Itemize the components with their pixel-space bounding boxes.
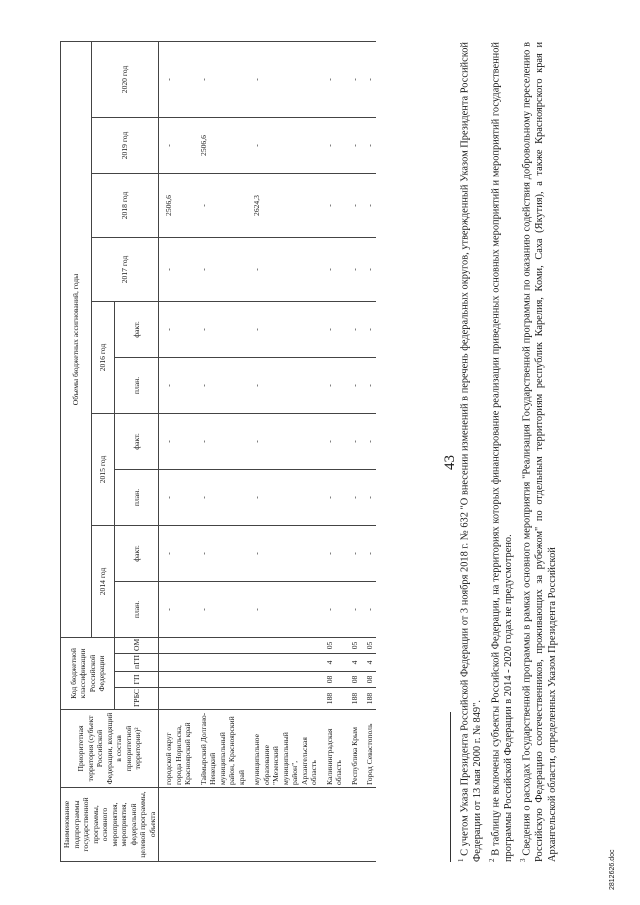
row-name-cell [360,788,376,862]
row-value-cell: - [345,358,361,414]
row-value-cell: - [320,174,345,238]
row-value-cell: - [345,238,361,302]
header-year-2014: 2014 год [92,526,115,638]
row-value-cell: - [194,41,248,117]
row-territory-cell: Город Севастополь [360,710,376,788]
table-row [194,41,248,861]
table-header [61,41,159,861]
row-value-cell: - [159,238,194,302]
header-territory: Приоритетная территория (субъект Российской Федерации, входящий в состав приоритетной территории)² [61,710,159,788]
row-value-cell: - [345,582,361,638]
row-code-cell [159,688,194,710]
row-value-cell: 2506,6 [194,118,248,174]
row-name-cell [159,788,194,862]
row-value-cell: - [360,302,376,358]
row-value-cell: - [159,414,194,470]
row-value-cell: - [360,238,376,302]
row-value-cell: - [320,118,345,174]
row-code-cell: 4 [345,654,361,672]
row-value-cell: - [159,118,194,174]
row-code-cell: 05 [345,638,361,654]
row-territory-cell: городской округ города Норильска, Красноярский край [159,710,194,788]
row-name-cell [320,788,345,862]
footnote-text: Сведения о расходах Государственной программы в рамках основного мероприятия "Реализация Государственной программы по оказанию содействия добровольному переселению в Российскую Федерацию соотечественников, проживающих за рубежом" по отдельным территориям республик Карелия, Коми, Саха (Якутия), а также Красноярского края и Архангельской области, определенных Указом Президента Российской [521,42,559,862]
row-value-cell: - [360,470,376,526]
footnote-item [517,42,560,862]
row-value-cell: - [247,414,320,470]
row-code-cell [159,638,194,654]
row-code-cell [194,672,248,688]
row-value-cell: - [194,470,248,526]
footnote-item [486,42,516,862]
footnotes [455,42,561,862]
row-code-cell [159,654,194,672]
row-value-cell: - [360,41,376,117]
row-code-cell [159,672,194,688]
table-body [159,41,376,861]
footnote-mark: 1 [457,858,465,862]
row-value-cell: - [194,358,248,414]
row-value-cell: - [159,582,194,638]
row-value-cell: - [194,582,248,638]
footnote-text: В таблицу не включены субъекты Российской Федерации, на территориях которых финансирование реализации приведенных основных мероприятий и мероприятий государственной программы Российской Федерации в 2014 - 2020 годах не предусмотрено. [490,42,515,862]
header-code-om: ОМ [115,638,159,654]
row-name-cell [247,788,320,862]
row-code-cell [194,688,248,710]
row-value-cell: - [247,302,320,358]
row-value-cell: - [247,582,320,638]
row-code-cell [194,638,248,654]
row-value-cell: - [194,238,248,302]
row-value-cell: - [194,174,248,238]
row-name-cell [345,788,361,862]
row-code-cell [247,638,320,654]
row-value-cell: - [159,302,194,358]
row-value-cell: - [360,582,376,638]
row-code-cell: 05 [360,638,376,654]
row-value-cell: - [345,118,361,174]
row-value-cell: - [345,302,361,358]
header-year-2019: 2019 год [92,118,159,174]
row-territory-cell: муниципальное образование "Мезенский муниципальный район", Архангельская область [247,710,320,788]
row-value-cell: - [247,358,320,414]
header-name: Наименование подпрограммы государственной программы, основного мероприятия, мероприятия, федеральной целевой программы, объекта [61,788,159,862]
row-value-cell: - [320,526,345,582]
footnote-mark: 2 [488,858,497,862]
row-value-cell: 2624,3 [247,174,320,238]
row-code-cell: 08 [360,672,376,688]
row-value-cell: - [345,174,361,238]
row-value-cell: - [194,302,248,358]
row-value-cell: - [159,41,194,117]
row-value-cell: - [247,118,320,174]
row-territory-cell: Таймырский Долгано-Ненецкий муниципальный район, Красноярский край [194,710,248,788]
header-volume: Объемы бюджетных ассигнований, годы [61,41,92,637]
row-value-cell: - [320,582,345,638]
header-code-grbs: ГРБС [115,688,159,710]
row-value-cell: - [159,358,194,414]
header-plan-2015: план. [115,470,159,526]
table-row [159,41,194,861]
row-code-cell [247,654,320,672]
header-plan-2016: план. [115,358,159,414]
header-fact-2015: факт. [115,414,159,470]
row-code-cell: 188 [345,688,361,710]
row-code-cell: 08 [320,672,345,688]
footnote-separator [450,712,451,862]
header-year-2017: 2017 год [92,238,159,302]
header-year-2018: 2018 год [92,174,159,238]
header-plan-2014: план. [115,582,159,638]
row-code-cell: 188 [360,688,376,710]
row-value-cell: - [345,526,361,582]
table-row [345,41,361,861]
row-code-cell [194,654,248,672]
header-code-pgp: пГП [115,654,159,672]
document-id: 2812626.doc [609,849,616,890]
table-row [247,41,320,861]
row-value-cell: - [320,358,345,414]
row-value-cell: - [360,414,376,470]
header-fact-2014: факт. [115,526,159,582]
header-year-2015: 2015 год [92,414,115,526]
row-value-cell: - [360,358,376,414]
row-value-cell: - [159,470,194,526]
row-code-cell: 188 [320,688,345,710]
row-code-cell: 4 [360,654,376,672]
row-name-cell [194,788,248,862]
row-code-cell [247,672,320,688]
row-value-cell: - [320,238,345,302]
row-value-cell: - [194,526,248,582]
header-codes: Код бюджетной классификации Российской Федерации [61,638,115,710]
row-territory-cell: Республика Крым [345,710,361,788]
row-territory-cell: Калининградская область [320,710,345,788]
row-value-cell: - [345,41,361,117]
row-value-cell: - [345,470,361,526]
row-value-cell: - [320,302,345,358]
row-value-cell: - [247,238,320,302]
row-value-cell: - [320,41,345,117]
page-number: 43 [442,455,458,470]
header-fact-2016: факт. [115,302,159,358]
row-value-cell: - [345,414,361,470]
row-code-cell: 4 [320,654,345,672]
row-value-cell: - [247,526,320,582]
header-year-2020: 2020 год [92,41,159,117]
row-value-cell: - [159,526,194,582]
row-value-cell: 2506,6 [159,174,194,238]
row-value-cell: - [360,118,376,174]
header-code-gp: ГП [115,672,159,688]
row-value-cell: - [320,470,345,526]
footnote-item [455,42,485,862]
row-value-cell: - [360,174,376,238]
row-code-cell: 08 [345,672,361,688]
header-year-2016: 2016 год [92,302,115,414]
row-value-cell: - [360,526,376,582]
row-value-cell: - [247,470,320,526]
budget-table [60,41,376,862]
row-code-cell [247,688,320,710]
footnote-mark: 3 [519,858,528,862]
row-code-cell: 05 [320,638,345,654]
table-row [320,41,345,861]
table-row [360,41,376,861]
row-value-cell: - [247,41,320,117]
row-value-cell: - [194,414,248,470]
footnote-text: С учетом Указа Президента Российской Федерации от 3 ноября 2018 г. № 632 "О внесении изменений в перечень федеральных округов, утвержденный Указом Президента Российской Федерации от 13 мая 2000 г. № 849". [459,42,484,862]
row-value-cell: - [320,414,345,470]
